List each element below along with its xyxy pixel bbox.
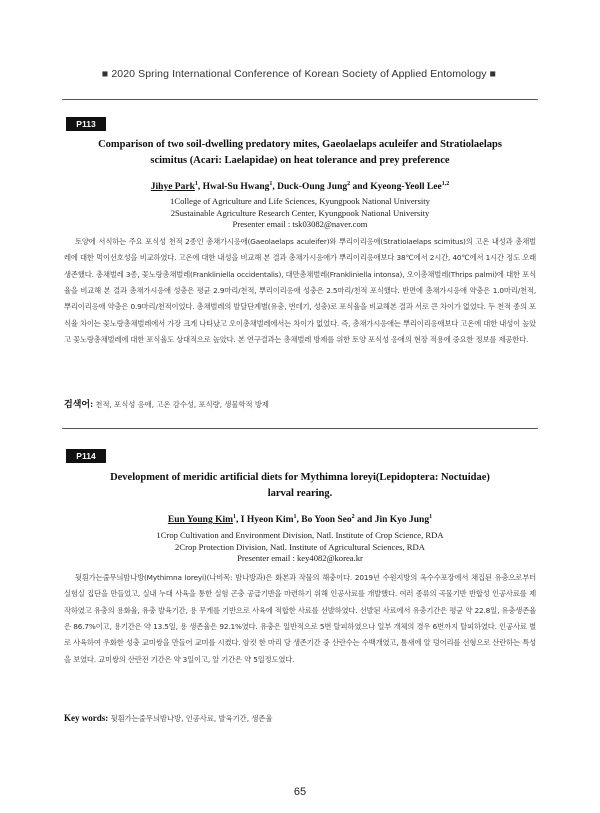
affiliations — [66, 196, 534, 231]
title-line: Development of meridic artificial diets for Mythimna loreyi(Lepidoptera: Noctuidae) — [110, 472, 490, 483]
author-name: Duck-Oung Jung — [277, 182, 348, 193]
author-name: Hwal-Su Hwang — [202, 182, 270, 193]
affiliation: 1College of Agriculture and Life Sciences, Kyungpook National University — [170, 196, 430, 206]
affiliation: 1Crop Cultivation and Environment Division, Natl. Institute of Crop Science, RDA — [156, 530, 444, 540]
author-name: Eun Young Kim — [167, 515, 234, 526]
title-line: Comparison of two soil-dwelling predatory mites, Gaeolaelaps aculeifer and Stratiolaelaps — [98, 139, 502, 150]
keywords-text: 뒷흰가는줄무늬밤나방, 인공사료, 발육기간, 생존율 — [110, 714, 273, 723]
abstract-body — [64, 570, 536, 668]
presenter-email: Presenter email : tsk03082@naver.com — [232, 219, 368, 229]
author-name: Bo Yoon Seo — [301, 515, 352, 526]
abstract-title — [66, 137, 534, 169]
conference-header: ■ 2020 Spring International Conference of Korean Society of Applied Entomology ■ — [101, 68, 497, 80]
author-name: Jihye Park — [150, 182, 195, 193]
author-name: I Hyeon Kim — [240, 515, 294, 526]
abstract-text: 뒷흰가는줄무늬밤나방(Mythimna loreyi)(나비목: 밤나방과)은 화본과 작물의 해충이다. 2019년 수원지방의 옥수수포장에서 채집된 유충으로부터 실험실 집단을 만들었고, 실내 누대 사육을 통한 실험 곤충 공급기반을 마련하기 위해 인공사료를 개발했다. 여러 종류의 곡물기반 반합성 인공사료를 제작하였고 유충의 용화율, 유충 발육기간, 용 무게를 기반으로 사육에 적합한 사료를 선발하였다. 선발된 사료에서 유충기간은 평균 약 22.8일, 유충생존율은 86.7%이고, 용기간은 약 13.5일, 용 생존율은 92.1%였다. 유충은 일반적으로 5번 탈피하였으나 일부 개체의 경우 6번까지 탈피하였다. 인공사료 별로 사육하여 우화한 성충 교미쌍을 만들어 교미를 시켰다. 암컷 한 마리 당 생존기간 중 산란수는 수백개였고, 틈새에 알 덩어리를 선형으로 산란하는 특성을 보였다. 교미쌍의 산란전 기간은 약 3일이고, 알 기간은 약 5일정도였다. — [64, 573, 536, 664]
author-list: Jihye Park$^1$, Hwal-Su Hwang$^1$, Duck-Oung Jung$^2$ and Kyeong-Yeoll Lee$^{1,2}$ — [150, 181, 450, 193]
abstract-text: 토양에 서식하는 주요 포식성 천적 2종인 총채가시응애(Gaeolaelaps aculeifer)와 뿌리이리응애(Stratiolaelaps scimitus)의 고온 내성과 총채벌레에 대한 먹이선호성을 비교하였다. 고온에 대한 내성을 비교해 본 결과 총채가시응애가 뿌리이리응애보다 38℃에서 2시간, 40℃에서 1시간 정도 오래 생존했다. 총채벌레 3종, 꽃노랑총채벌레(Frankliniella occidentalis), 대만총채벌레(Frankliniella intonsa), 오이총채벌레(Thrips palmi)에 대한 포식율을 비교해 본 결과 총채가시응애 성충은 평균 2.9마리/천적, 뿌리이리응애 성충은 2.5마리/천적 포식했다. 반면에 총채가시응애 약충은 1.0마리/천적, 뿌리이리응애 약충은 0.9마리/천적이었다. 총채벌레의 발달단계별(유충, 번데기, 성충)로 포식율을 비교해본 결과 서로 큰 차이가 없었다. 두 천적 종의 포식율 차이는 꽃노랑총채벌레에서 가장 크게 나타났고 오이총채벌레에서는 차이가 없었다. 즉, 총채가시응애는 뿌리이리응애보다 고온에 대한 내성이 높았고 꽃노랑총채벌레에 대한 포식율도 상대적으로 높았다. 본 연구결과는 총채벌레 방제를 위한 토양 포식성 응애의 현장 적용에 중요한 정보를 제공한다. — [64, 237, 536, 345]
affiliations — [66, 530, 534, 565]
keywords-label: 검색어: — [64, 399, 94, 409]
keywords-label: Key words: — [64, 713, 109, 723]
title-line: scimitus (Acari: Laelapidae) on heat tolerance and prey preference — [150, 155, 450, 166]
keywords — [64, 397, 536, 410]
author-name: Jin Kyo Jung — [374, 515, 430, 526]
author-list: Eun Young Kim$^1$, I Hyeon Kim$^1$, Bo Yoon Seo$^2$ and Jin Kyo Jung$^1$ — [167, 514, 433, 526]
presenter-email: Presenter email : key4082@korea.kr — [237, 553, 363, 563]
affiliation: 2Crop Protection Division, Natl. Institute of Agricultural Sciences, RDA — [175, 541, 425, 552]
affiliation: 2Sustainable Agriculture Research Center, Kyungpook National University — [170, 207, 430, 218]
keywords-text: 천적, 포식성 응애, 고온 감수성, 포식량, 생물학적 방제 — [95, 400, 269, 409]
divider — [62, 99, 538, 100]
abstract-title — [66, 470, 534, 502]
abstract-code-badge: P113 — [66, 117, 106, 131]
author-name: Kyeong-Yeoll Lee — [370, 182, 442, 193]
abstract-body — [64, 234, 536, 348]
keywords — [64, 713, 536, 724]
page-number: 65 — [293, 786, 307, 798]
title-line: larval rearing. — [267, 488, 333, 499]
abstract-code-badge: P114 — [66, 449, 106, 463]
divider — [62, 428, 538, 429]
